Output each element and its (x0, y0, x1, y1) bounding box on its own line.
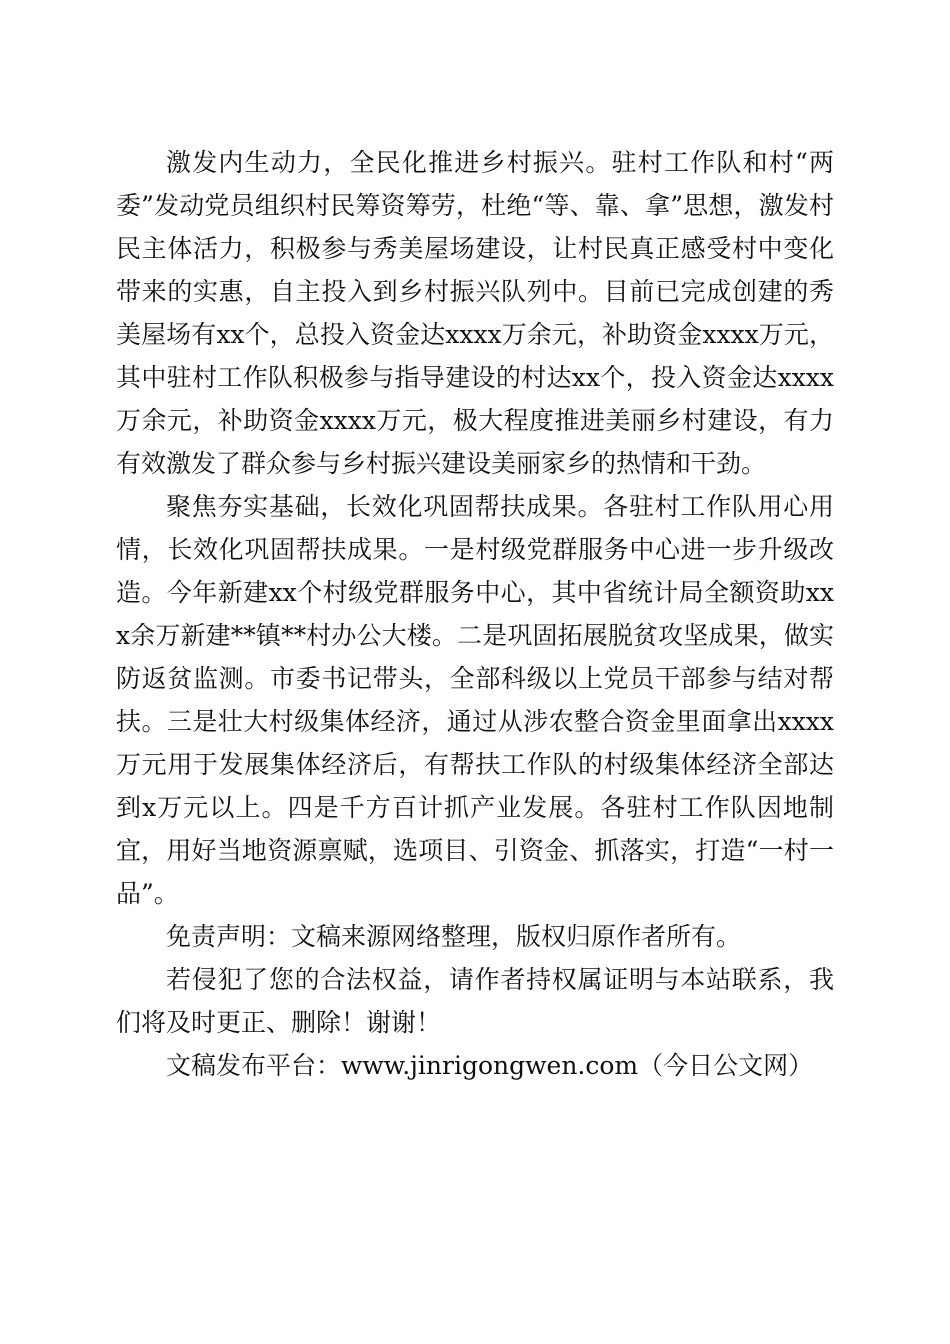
paragraph-assistance-results: 聚焦夯实基础，长效化巩固帮扶成果。各驻村工作队用心用情，长效化巩固帮扶成果。一是村级党群服务中心进一步升级改造。今年新建xx个村级党群服务中心，其中省统计局全额资助xxx余万新建**镇**村办公大楼。二是巩固拓展脱贫攻坚成果，做实防返贫监测。市委书记带头，全部科级以上党员干部参与结对帮扶。三是壮大村级集体经济，通过从涉农整合资金里面拿出xxxx万元用于发展集体经济后，有帮扶工作队的村级集体经济全部达到x万元以上。四是千方百计抓产业发展。各驻村工作队因地制宜，用好当地资源禀赋，选项目、引资金、抓落实，打造“一村一品”。 (116, 492, 834, 908)
paragraph-rural-revitalization: 激发内生动力，全民化推进乡村振兴。驻村工作队和村“两委”发动党员组织村民筹资筹劳，杜绝“等、靠、拿”思想，激发村民主体活力，积极参与秀美屋场建设，让村民真正感受村中变化带来的实惠，自主投入到乡村振兴队列中。目前已完成创建的秀美屋场有xx个，总投入资金达xxxx万余元，补助资金xxxx万元，其中驻村工作队积极参与指导建设的村达xx个，投入资金达xxxx万余元，补助资金xxxx万元，极大程度推进美丽乡村建设，有力有效激发了群众参与乡村振兴建设美丽家乡的热情和干劲。 (116, 148, 834, 478)
publishing-platform-line: 文稿发布平台：www.jinrigongwen.com（今日公文网） (166, 1051, 814, 1080)
copyright-notice: 若侵犯了您的合法权益，请作者持权属证明与本站联系，我们将及时更正、删除！谢谢！ (116, 965, 834, 1037)
document-body (116, 141, 834, 1087)
disclaimer-line: 免责声明：文稿来源网络整理，版权归原作者所有。 (166, 922, 742, 951)
